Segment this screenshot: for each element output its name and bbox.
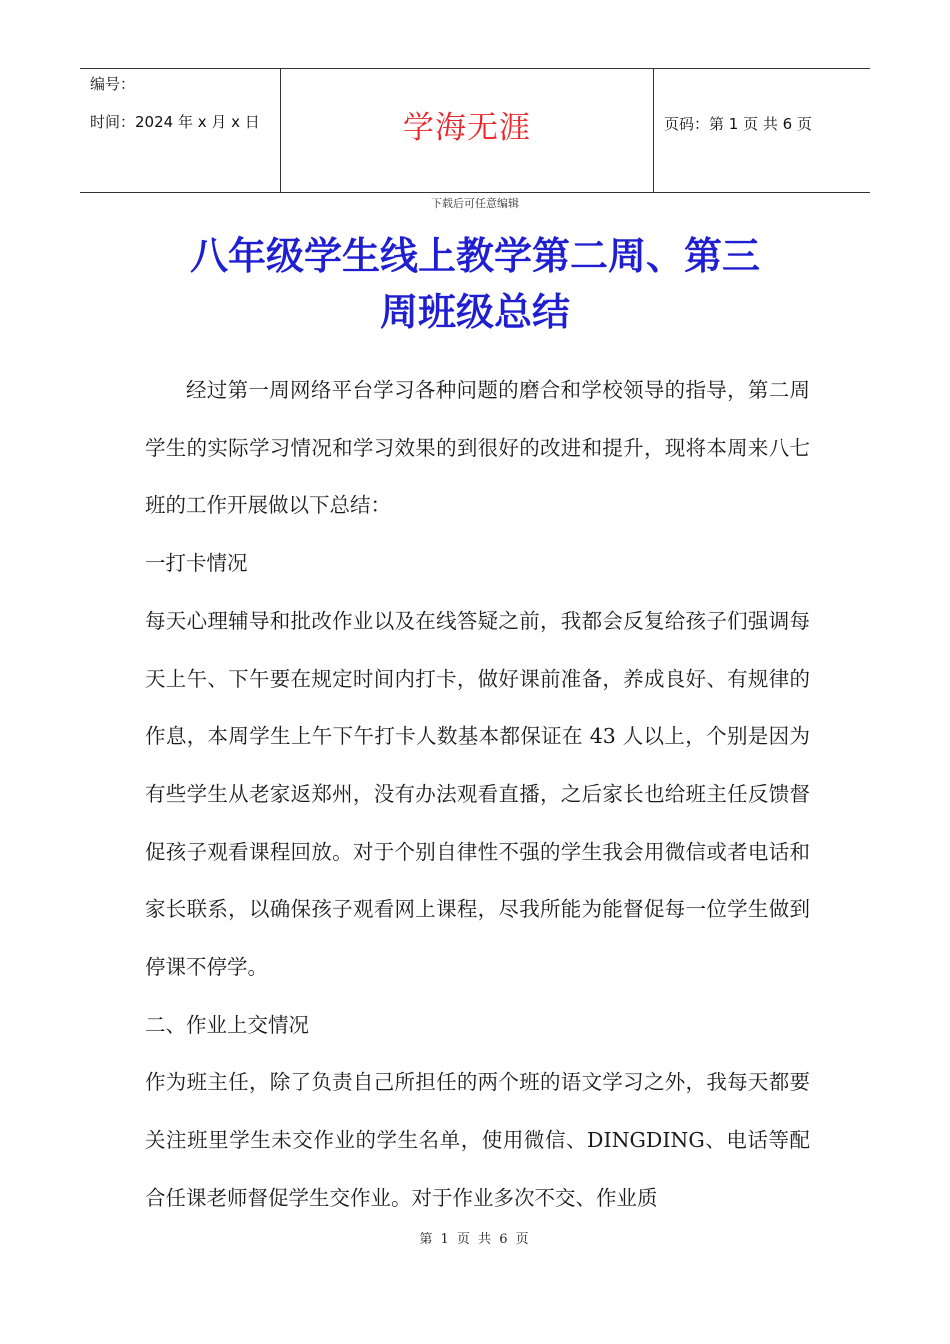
header-meta-cell (80, 69, 281, 192)
title-line-1: 八年级学生线上教学第二周、第三 (189, 234, 760, 278)
header-page-cell (654, 69, 870, 192)
header-table (80, 68, 870, 193)
brand-title: 学海无涯 (403, 110, 531, 146)
document-title (140, 228, 810, 340)
date-label: 时间：2024 年 x 月 x 日 (90, 113, 260, 131)
section-heading-checkin: 一打卡情况 (145, 551, 248, 576)
paragraph-checkin: 每天心理辅导和批改作业以及在线答疑之前，我都会反复给孩子们强调每天上午、下午要在规定时间内打卡，做好课前准备，养成良好、有规律的作息，本周学生上午下午打卡人数基本都保证在 43 人以上，个别是因为有些学生从老家返郑州，没有办法观看直播，之后家长也给班主任反馈督促孩子观看课程回放。对于个别自律性不强的学生我会用微信或者电话和家长联系，以确保孩子观看网上课程，尽我所能为能督促每一位学生做到停课不停学。 (145, 608, 810, 980)
title-line-2: 周班级总结 (379, 290, 570, 334)
paragraph-homework: 作为班主任，除了负责自己所担任的两个班的语文学习之外，我每天都要关注班里学生未交作业的学生名单，使用微信、DINGDING、电话等配合任课老师督促学生交作业。对于作业多次不交、作业质 (145, 1070, 810, 1210)
paragraph-intro: 经过第一周网络平台学习各种问题的磨合和学校领导的指导，第二周学生的实际学习情况和学习效果的到很好的改进和提升，现将本周来八七班的工作开展做以下总结： (145, 378, 810, 518)
page-footer: 第 1 页 共 6 页 (419, 1232, 531, 1247)
download-note: 下载后可任意编辑 (431, 197, 519, 210)
page-info: 页码：第 1 页 共 6 页 (664, 115, 812, 133)
document-body (145, 362, 810, 1228)
number-label: 编号： (90, 75, 136, 93)
header-brand-cell (281, 69, 654, 192)
section-heading-homework: 二、作业上交情况 (145, 1012, 309, 1037)
